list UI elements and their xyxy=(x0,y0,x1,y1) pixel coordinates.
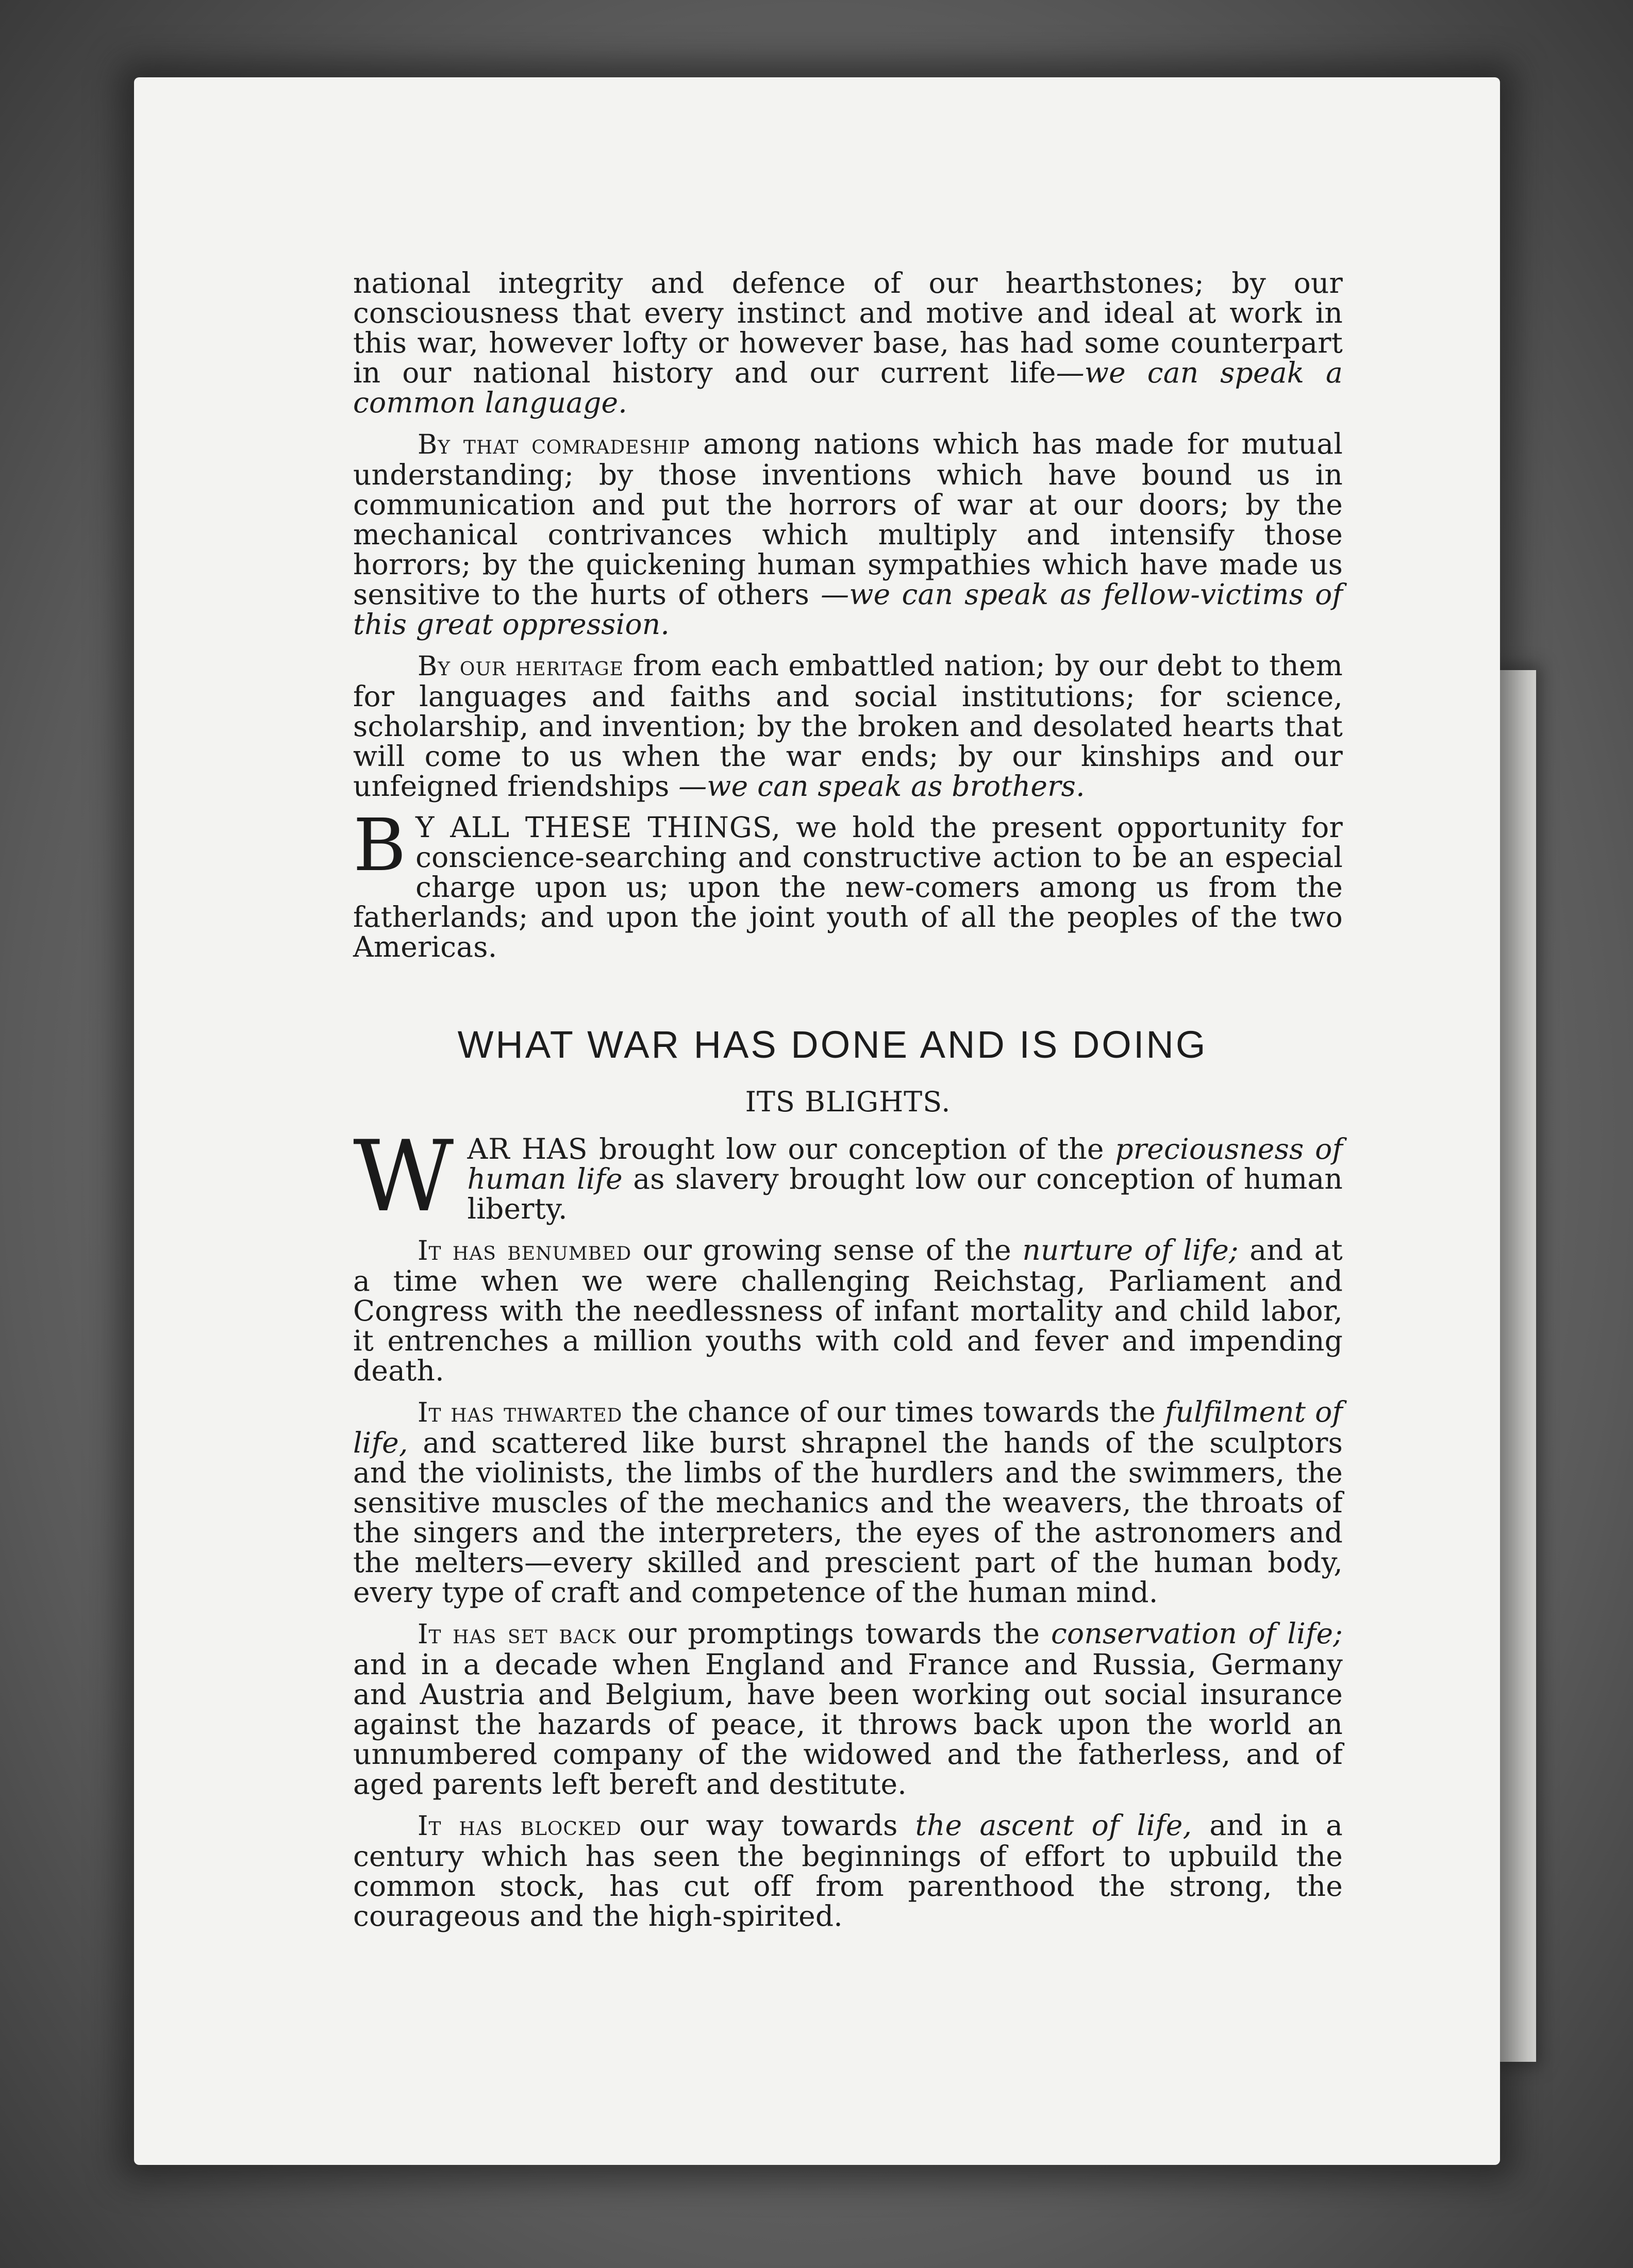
paragraph-lead: By our heritage xyxy=(418,651,624,682)
paragraph-emphasis: nurture of life; xyxy=(1022,1233,1239,1266)
paragraph-lead: It has benumbed xyxy=(418,1236,632,1266)
paragraph-text: our promptings towards the xyxy=(616,1617,1052,1650)
paragraph-text: our growing sense of the xyxy=(631,1233,1023,1266)
paragraph-comradeship xyxy=(353,429,1343,639)
paragraph-thwarted xyxy=(353,1397,1343,1607)
paragraph-lead: It has thwarted xyxy=(418,1397,623,1428)
page-text xyxy=(353,268,1343,1942)
paragraph-text: and in a century which has seen the beginnings of effort to upbuild the common stock, has cut off from parenthood the strong, the courageous and the high-spirited. xyxy=(353,1809,1343,1932)
paragraph-emphasis: the ascent of life, xyxy=(915,1809,1192,1842)
paragraph-blocked xyxy=(353,1810,1343,1931)
section-title: WHAT WAR HAS DONE AND IS DOING xyxy=(457,1023,1208,1066)
paragraph-caps: AR HAS xyxy=(467,1132,588,1165)
paragraph-text: and at a time when we were challenging Reichstag, Parliament and Congress with the needlessness of infant mortality and child labor, it entrenches a million youths with cold and fever and impending death. xyxy=(353,1233,1343,1387)
paragraph-emphasis: conservation of life; xyxy=(1051,1617,1343,1650)
paragraph-emphasis: —we can speak as brothers. xyxy=(678,770,1085,803)
paragraph-text: and scattered like burst shrapnel the hands of the sculptors and the violinists, the limbs of the hurdlers and the swimmers, the sensitive muscles of the mechanics and the weavers, the throats of the singers and the interpreters, the eyes of the astronomers and the melters—every skilled and prescient part of the human body, every type of craft and competence of the human mind. xyxy=(353,1426,1343,1609)
paragraph-text: among nations which has made for mutual understanding; by those inventions which have bound us in communication and put the horrors of war at our doors; by the mechanical contrivances which multiply and intensify those horrors; by the quickening human sympathies which have made us sensitive to the hurts of others xyxy=(353,427,1343,611)
paragraph-text: brought low our conception of the xyxy=(588,1132,1115,1165)
paragraph-text: the chance of our times towards the xyxy=(622,1395,1165,1428)
paragraph-caps: Y ALL THESE THINGS, xyxy=(415,811,781,844)
paragraph-all-things xyxy=(353,804,1343,963)
section-subtitle: ITS BLIGHTS. xyxy=(745,1086,951,1118)
paragraph-lead: By that comradeship xyxy=(418,429,690,460)
paragraph-text: and in a decade when England and France and Russia, Germany and Austria and Belgium, have been working out social insurance against the hazards of peace, it throws back upon the world an unnumbered company of the widowed and the fatherless, and of aged parents left bereft and destitute. xyxy=(353,1648,1343,1800)
drop-cap: B xyxy=(353,804,407,888)
drop-cap: W xyxy=(353,1120,454,1233)
paragraph-lead: It has blocked xyxy=(418,1811,622,1842)
paragraph-emphasis: —we can speak a common language. xyxy=(353,356,1343,419)
paragraph-emphasis: —we can speak as fellow-victims of this great oppression. xyxy=(353,578,1343,641)
paper-edge xyxy=(1500,670,1536,2062)
paragraph-text: national integrity and defence of our hearthstones; by our consciousness that every instinct and motive and ideal at work in this war, however lofty or however base, has had some counterpart in our national history and our current life xyxy=(353,266,1343,389)
paragraph-text: as slavery brought low our conception of human liberty. xyxy=(467,1162,1343,1225)
paragraph-text: our way towards xyxy=(622,1809,915,1842)
paragraph-emphasis: preciousness of human life xyxy=(467,1132,1343,1195)
paragraph-benumbed xyxy=(353,1235,1343,1386)
paragraph-text: from each embattled nation; by our debt to them for languages and faiths and social institutions; for science, scholarship, and invention; by the broken and desolated hearts that will come to us when the war ends; by our kinships and our unfeigned friendships xyxy=(353,649,1343,803)
paragraph-common-language xyxy=(353,268,1343,418)
paragraph-text: we hold the present opportunity for conscience-searching and constructive action to be an especial charge upon us; upon the new-comers among us from the fatherlands; and upon the joint youth of all the peoples of the two Americas. xyxy=(353,811,1343,963)
paragraph-lead: It has set back xyxy=(418,1619,616,1650)
paragraph-emphasis: fulfilment of life, xyxy=(353,1395,1343,1459)
paragraph-set-back xyxy=(353,1619,1343,1799)
paragraph-war xyxy=(353,1120,1343,1233)
paragraph-heritage xyxy=(353,651,1343,801)
